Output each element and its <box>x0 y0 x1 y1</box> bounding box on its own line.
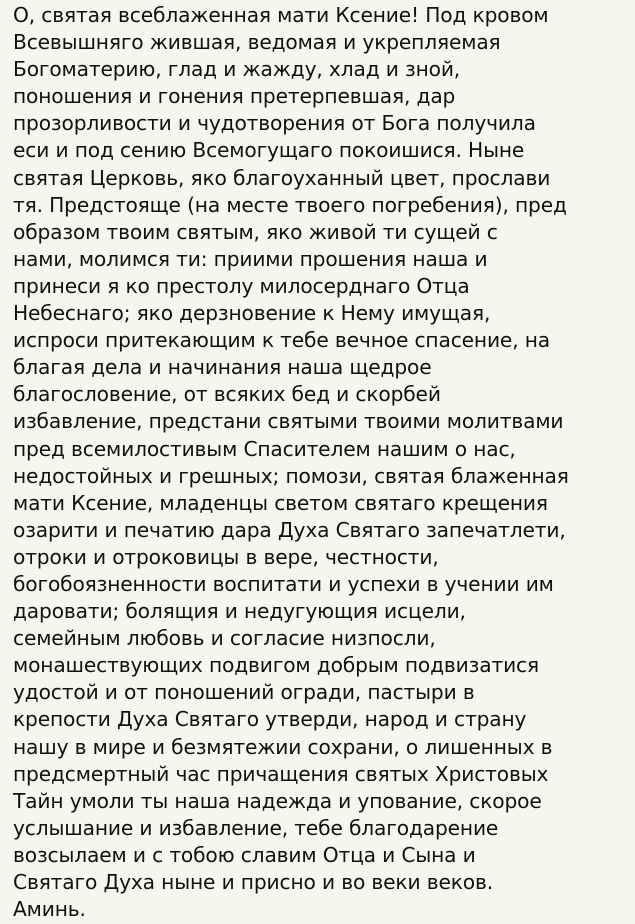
text-line: принеси я ко престолу милосерднаго Отца <box>13 273 470 298</box>
text-line: даровати; болящия и недугующия исцели, <box>13 599 466 624</box>
text-line: предсмертный час причащения святых Христовых <box>13 761 549 786</box>
text-line: отроки и отроковицы в вере, честности, <box>13 544 439 569</box>
text-line: пред всемилостивым Спасителем нашим о нас, <box>13 436 516 461</box>
text-line: избавление, предстани святыми твоими молитвами <box>13 409 564 434</box>
text-line: Богоматерию, глад и жажду, хлад и зной, <box>13 57 461 82</box>
text-line: Аминь. <box>13 897 86 922</box>
text-line: испроси притекающим к тебе вечное спасение, на <box>13 328 551 353</box>
text-line: святая Церковь, яко благоуханный цвет, прослави <box>13 165 551 190</box>
text-line: услышание и избавление, тебе благодарение <box>13 815 499 840</box>
text-line: О, святая всеблаженная мати Ксение! Под кровом <box>13 3 549 27</box>
text-line: недостойных и грешных; помози, святая блаженная <box>13 463 569 488</box>
text-line: озарити и печатию дара Духа Святаго запечатлети, <box>13 517 566 542</box>
text-line: возсылаем и с тобою славим Отца и Сына и <box>13 842 476 867</box>
text-line: тя. Предстояще (на месте твоего погребения), пред <box>13 192 567 217</box>
text-line: образом твоим святым, яко живой ти сущей с <box>13 219 498 244</box>
text-line: Святаго Духа ныне и присно и во веки веков. <box>13 870 493 894</box>
text-line: Всевышняго жившая, ведомая и укрепляемая <box>13 30 501 55</box>
text-line: Тайн умоли ты наша надежда и упование, скорое <box>13 788 542 813</box>
text-line: монашествующих подвигом добрым подвизатися <box>13 653 539 678</box>
text-line: удостой и от поношений огради, пастыри в <box>13 680 475 705</box>
text-line: нашу в мире и безмятежии сохрани, о лишенных в <box>13 734 553 759</box>
prayer-text <box>13 2 635 923</box>
text-line: благословение, от всяких бед и скорбей <box>13 382 441 407</box>
text-line: богобоязненности воспитати и успехи в учении им <box>13 571 554 596</box>
text-line: еси и под сению Всемогущаго покоишися. Ныне <box>13 138 525 163</box>
text-line: поношения и гонения претерпевшая, дар <box>13 84 456 109</box>
text-line: крепости Духа Святаго утверди, народ и страну <box>13 707 527 732</box>
text-line: прозорливости и чудотворения от Бога получила <box>13 111 536 136</box>
text-line: мати Ксение, младенцы светом святаго крещения <box>13 490 548 515</box>
text-line: благая дела и начинания наша щедрое <box>13 355 432 380</box>
text-line: нами, молимся ти: приими прошения наша и <box>13 246 488 271</box>
text-line: Небеснаго; яко дерзновение к Нему имущая, <box>13 301 491 326</box>
text-line: семейным любовь и согласие низпосли, <box>13 626 436 651</box>
